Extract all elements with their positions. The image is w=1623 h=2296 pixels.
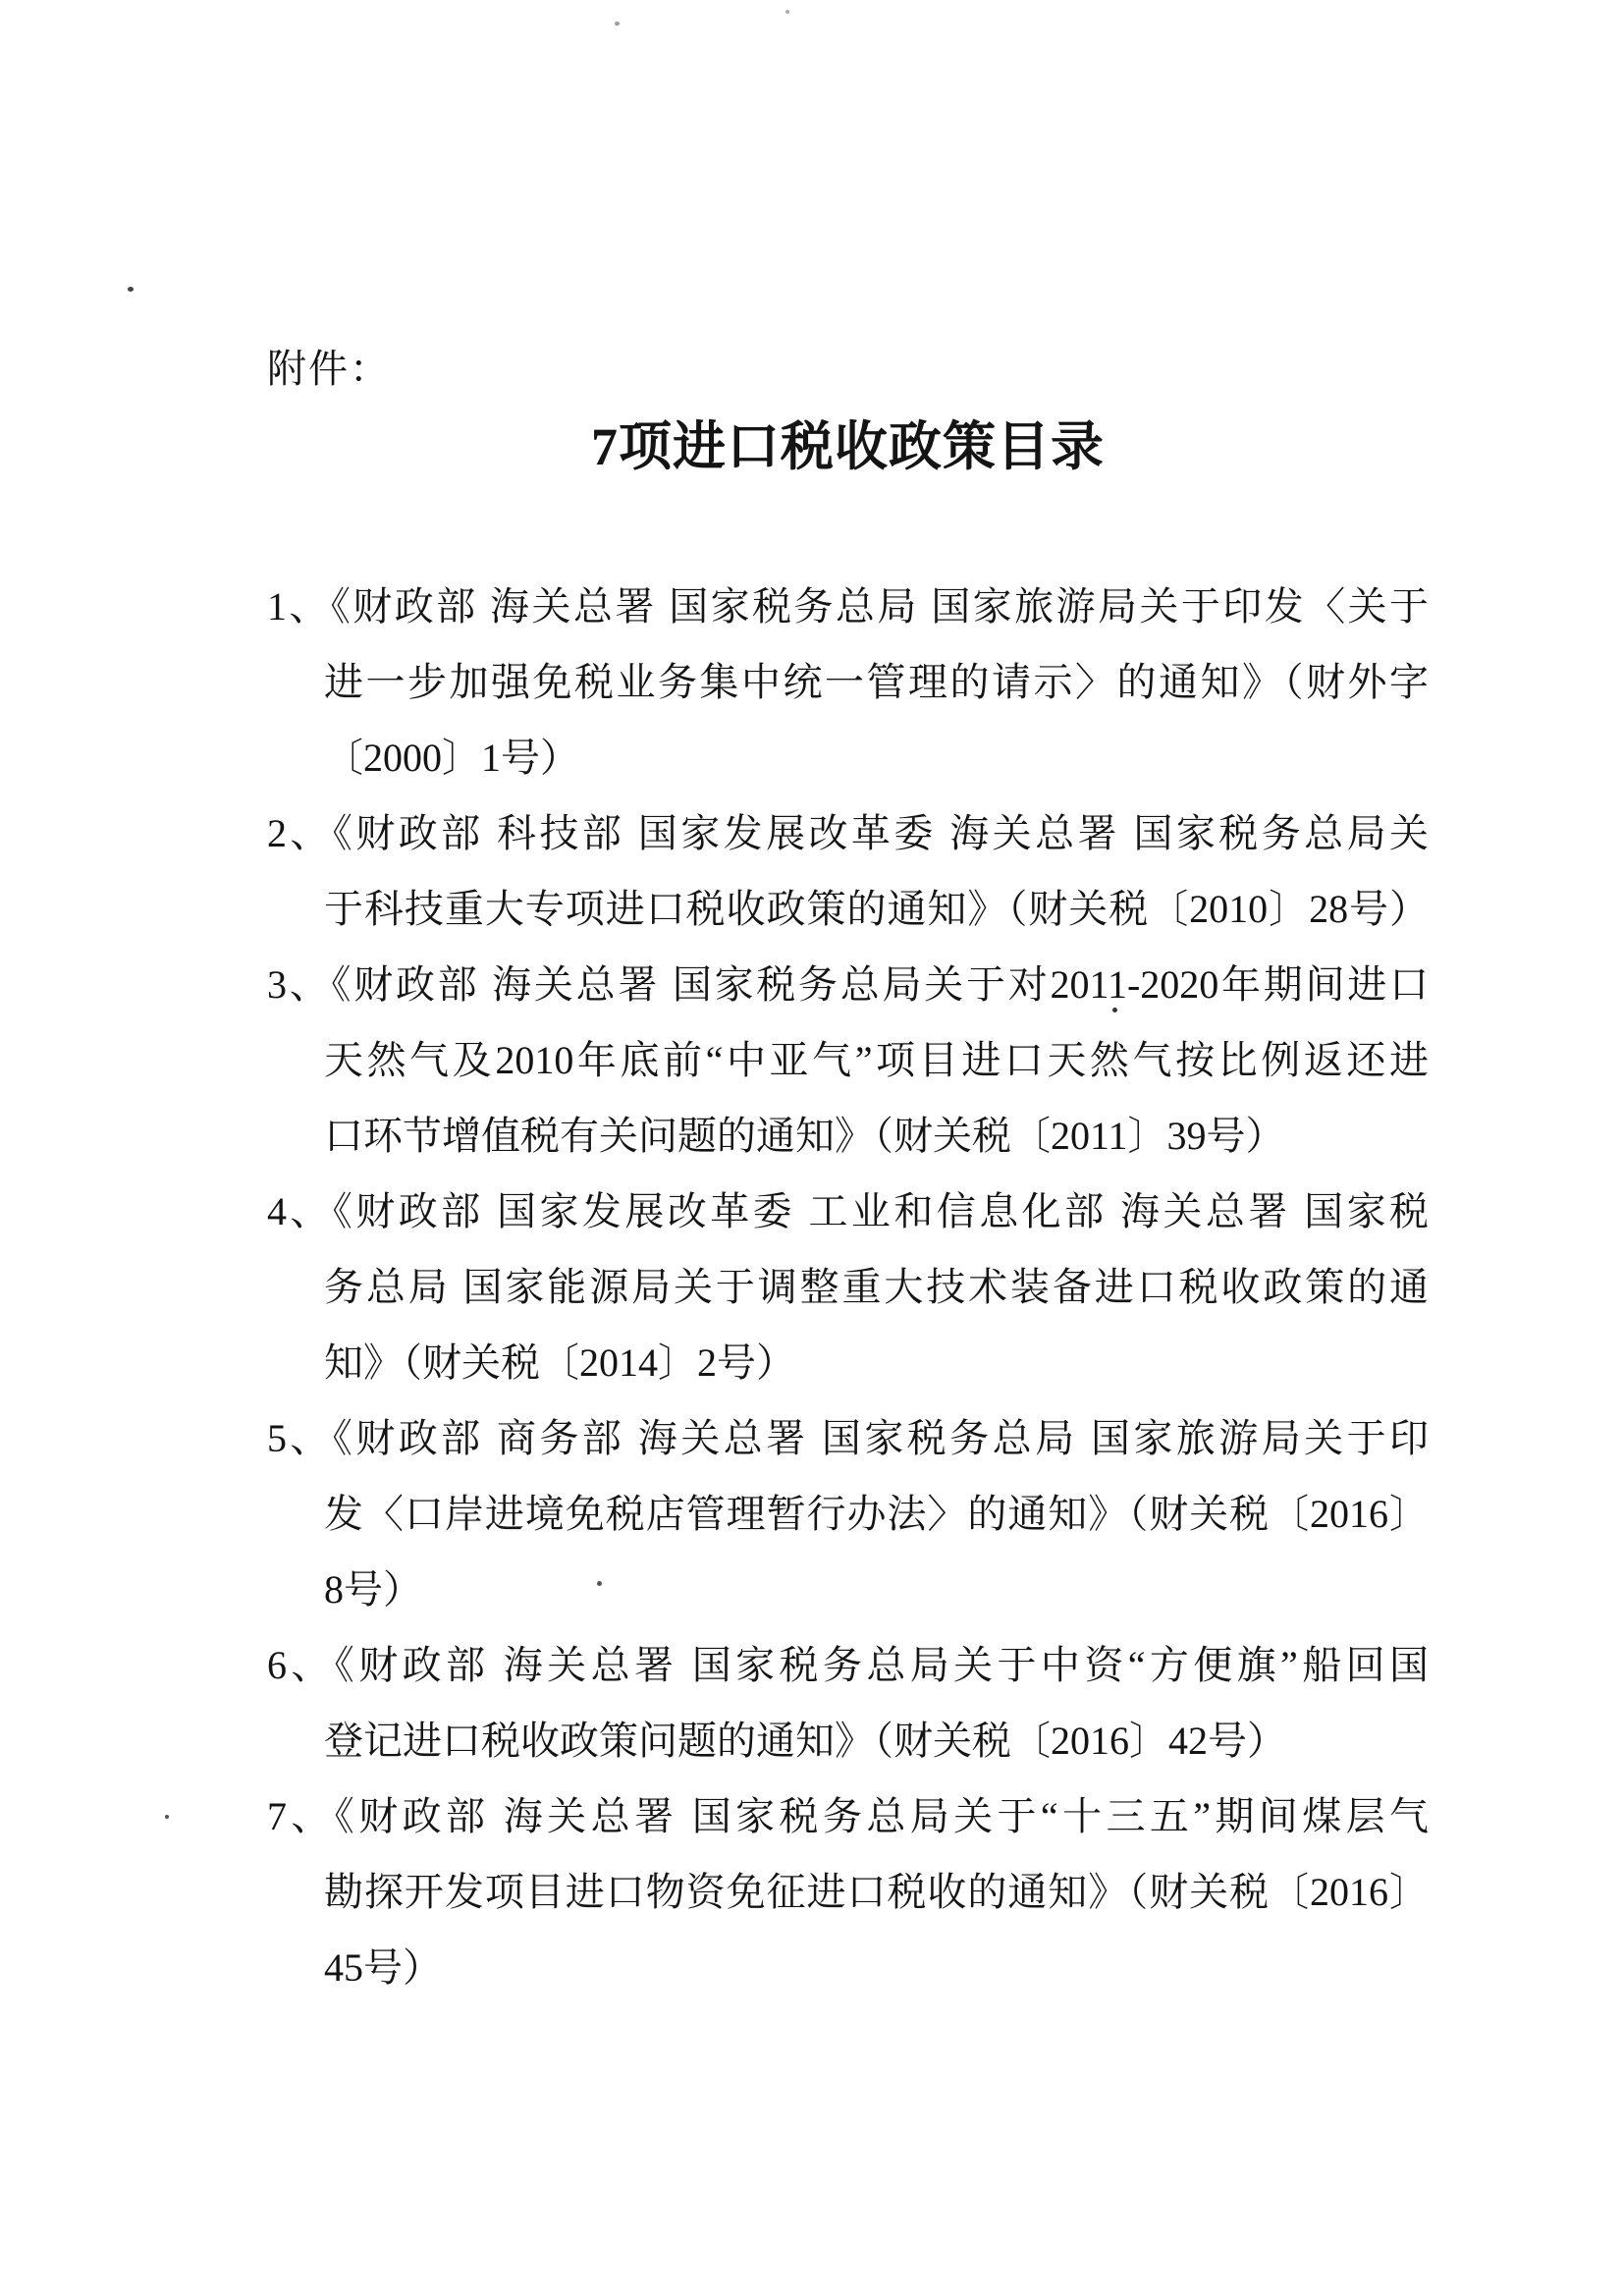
policy-item-6-line-1: 6、《财政部 海关总署 国家税务总局关于中资“方便旗”船回国 <box>267 1643 1429 1687</box>
policy-item-4-line-3: 知》（财关税〔2014〕2号） <box>324 1340 795 1385</box>
document-title: 7项进口税收政策目录 <box>591 417 1105 476</box>
policy-item-7-line-3: 45号） <box>324 1945 442 1990</box>
policy-item-1-line-2: 进一步加强免税业务集中统一管理的请示〉的通知》（财外字 <box>324 660 1429 704</box>
policy-item-6-line-2: 登记进口税收政策问题的通知》（财关税〔2016〕42号） <box>324 1719 1286 1763</box>
policy-list <box>267 569 1429 2005</box>
policy-item-4-line-2: 务总局 国家能源局关于调整重大技术装备进口税收政策的通 <box>324 1265 1429 1309</box>
policy-item-5-line-1: 5、《财政部 商务部 海关总署 国家税务总局 国家旅游局关于印 <box>267 1416 1429 1460</box>
policy-item-2-line-1: 2、《财政部 科技部 国家发展改革委 海关总署 国家税务总局关 <box>267 811 1429 855</box>
policy-item-1-line-1: 1、《财政部 海关总署 国家税务总局 国家旅游局关于印发〈关于 <box>267 584 1429 629</box>
policy-item-3-line-2: 天然气及2010年底前“中亚气”项目进口天然气按比例返还进 <box>324 1038 1429 1082</box>
policy-item-1-line-3: 〔2000〕1号） <box>324 736 579 780</box>
scan-speck <box>128 287 134 292</box>
policy-item-3-line-3: 口环节增值税有关问题的通知》（财关税〔2011〕39号） <box>324 1114 1285 1158</box>
scan-speck <box>615 22 620 26</box>
policy-item-5-line-2: 发〈口岸进境免税店管理暂行办法〉的通知》（财关税〔2016〕 <box>324 1492 1429 1536</box>
policy-item-4-line-1: 4、《财政部 国家发展改革委 工业和信息化部 海关总署 国家税 <box>267 1189 1429 1233</box>
scan-speck <box>785 10 789 14</box>
policy-item-3-line-1: 3、《财政部 海关总署 国家税务总局关于对2011-2020年期间进口 <box>267 962 1429 1007</box>
policy-item-2-line-2: 于科技重大专项进口税收政策的通知》（财关税〔2010〕28号） <box>324 887 1429 931</box>
attachment-label: 附件： <box>267 347 391 391</box>
scan-speck <box>165 1815 169 1819</box>
policy-item-7-line-1: 7、《财政部 海关总署 国家税务总局关于“十三五”期间煤层气 <box>267 1794 1429 1838</box>
policy-item-7-line-2: 勘探开发项目进口物资免征进口税收的通知》（财关税〔2016〕 <box>324 1870 1429 1914</box>
policy-item-5-line-3: 8号） <box>324 1567 422 1612</box>
